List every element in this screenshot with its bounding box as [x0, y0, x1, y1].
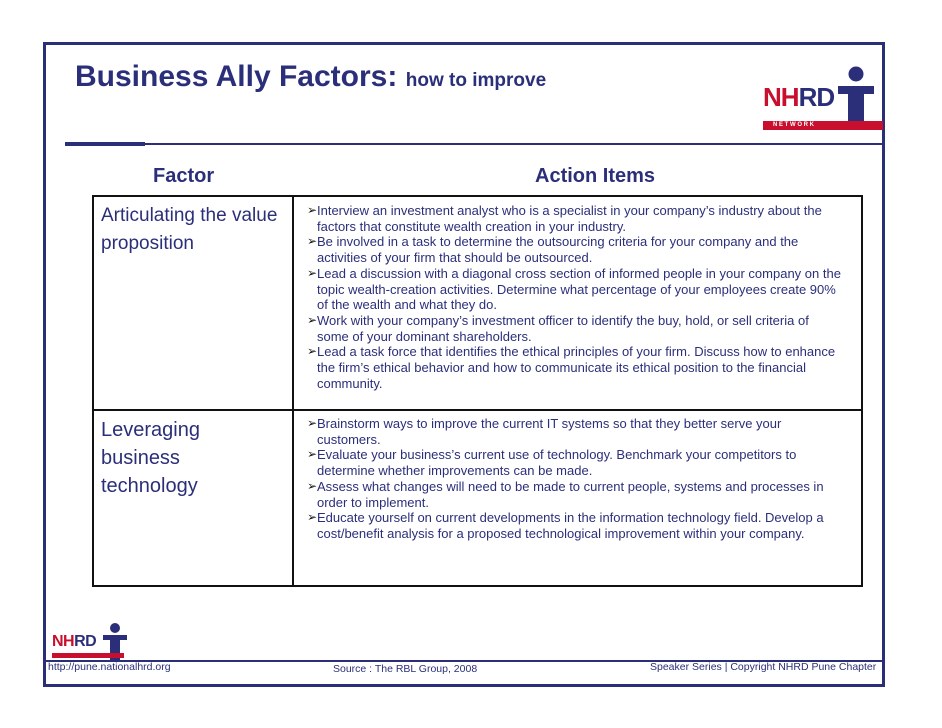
footer-url[interactable]: http://pune.nationalhrd.org: [48, 661, 171, 673]
arrow-bullet-icon: ➢: [307, 344, 318, 359]
logo-network-text: N E T W O R K: [773, 122, 814, 128]
footer-copyright: Speaker Series | Copyright NHRD Pune Chapter: [650, 661, 877, 673]
action-item: ➢ Assess what changes will need to be made to current people, systems and processes in order to implement.: [307, 478, 824, 510]
footer-logo-text-rd: RD: [74, 633, 97, 650]
figure-icon: [836, 64, 876, 128]
action-item: ➢ Lead a discussion with a diagonal cross section of informed people in your company on the topic wealth-creation activities. Determine what percentage of your employees create 90% of the wealth and what they do.: [307, 265, 841, 313]
action-item: ➢ Interview an investment analyst who is a specialist in your company’s industry about the factors that constitute wealth creation in your industry.: [307, 203, 822, 234]
arrow-bullet-icon: ➢: [307, 510, 318, 525]
nhrd-logo: [763, 64, 885, 134]
factor-cell: [93, 410, 293, 586]
action-item: ➢ Educate yourself on current developments in the information technology field. Develop a cost/benefit analysis for a proposed technological improvement within your company.: [307, 510, 824, 541]
action-list: [294, 197, 842, 391]
table-row: [93, 196, 862, 410]
factor-action-table: [92, 195, 863, 587]
actions-cell: [293, 196, 862, 410]
action-item: ➢ Lead a task force that identifies the ethical principles of your firm. Discuss how to enhance the firm’s ethical behavior and how to communicate its ethical position to the financial community.: [307, 344, 836, 391]
title-divider-accent: [65, 142, 145, 146]
footer-nhrd-logo: [52, 622, 132, 662]
arrow-bullet-icon: ➢: [307, 265, 318, 280]
footer-logo-text-nh: NH: [52, 633, 75, 650]
title-main: Business Ally Factors:: [75, 60, 398, 93]
logo-text-rd: RD: [798, 82, 835, 112]
action-item: ➢ Brainstorm ways to improve the current IT systems so that they better serve your customers.: [307, 416, 782, 447]
arrow-bullet-icon: ➢: [307, 447, 318, 462]
footer-logo-network-bar: [52, 653, 124, 658]
action-item: ➢ Work with your company’s investment officer to identify the buy, hold, or sell criteria of some of your dominant shareholders.: [307, 312, 809, 344]
factor-cell: [93, 196, 293, 410]
action-item: ➢ Evaluate your business’s current use of technology. Benchmark your competitors to determine whether improvements can be made.: [307, 447, 797, 479]
factor-text: Articulating the value proposition: [101, 205, 278, 254]
arrow-bullet-icon: ➢: [307, 478, 318, 493]
header-action-items: Action Items: [535, 165, 656, 187]
footer-source: Source : The RBL Group, 2008: [333, 663, 478, 675]
logo-text-nh: NH: [763, 82, 799, 112]
title-sub: how to improve: [405, 70, 547, 91]
slide-title: [75, 60, 546, 94]
factor-text: Leveraging business technology: [101, 419, 200, 497]
arrow-bullet-icon: ➢: [307, 312, 318, 327]
header-factor: Factor: [153, 165, 215, 187]
table-row: [93, 410, 862, 586]
arrow-bullet-icon: ➢: [307, 416, 318, 430]
action-item: ➢ Be involved in a task to determine the outsourcing criteria for your company and the activities of your firm that should be outsourced.: [307, 234, 799, 266]
actions-cell: [293, 410, 862, 586]
title-divider: [65, 143, 885, 145]
action-list: [294, 411, 832, 542]
arrow-bullet-icon: ➢: [307, 234, 318, 249]
logo-network-bar: [763, 121, 883, 130]
arrow-bullet-icon: ➢: [307, 203, 318, 217]
